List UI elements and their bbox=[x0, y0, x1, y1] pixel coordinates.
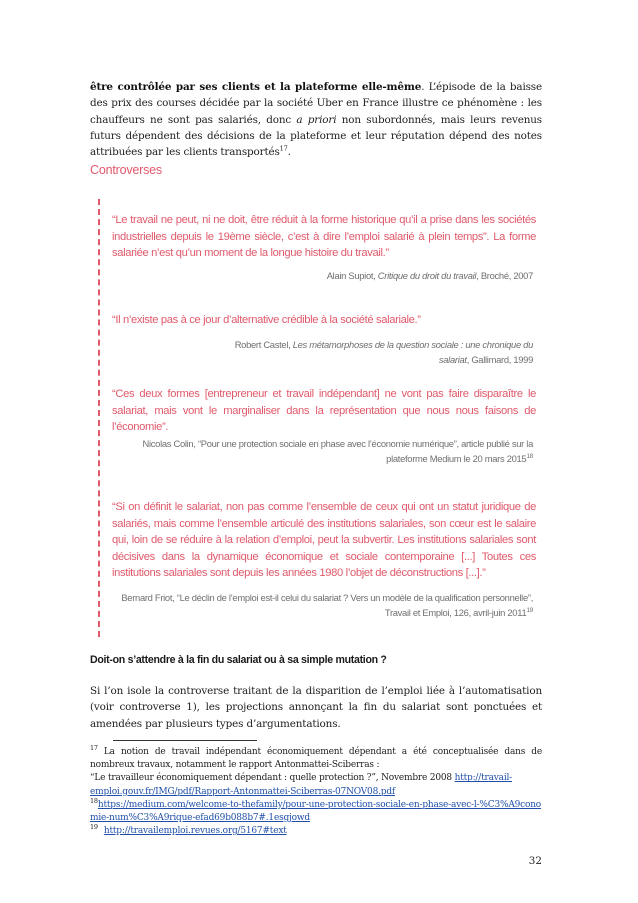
footnote-number: 18 bbox=[90, 796, 98, 805]
intro-italic: a priori bbox=[296, 113, 337, 126]
citation-author: Nicolas Colin, bbox=[142, 438, 198, 449]
page-number: 32 bbox=[528, 855, 542, 867]
citation-author: Bernard Friot, bbox=[121, 592, 177, 603]
citation-supiot bbox=[327, 268, 533, 283]
footnote-link-19[interactable]: http://travailemploi.revues.org/5167#text bbox=[103, 826, 287, 837]
footnote-number: 19 bbox=[90, 823, 98, 832]
intro-end: . bbox=[287, 146, 291, 159]
footnote-19 bbox=[90, 825, 542, 838]
citation-rest: , Broché, 2007 bbox=[476, 270, 533, 281]
footnote-text: “Le travailleur économiquement dépendant : quelle protection ?”, Novembre 2008 bbox=[90, 773, 455, 784]
intro-bold-lead: être contrôlée par ses clients et la plateforme elle-même bbox=[90, 81, 422, 93]
citation-work: Critique du droit du travail bbox=[377, 270, 477, 281]
quote-castel: “Il n’existe pas à ce jour d’alternative crédible à la société salariale.” bbox=[112, 314, 421, 326]
intro-paragraph bbox=[90, 79, 542, 160]
citation-author: Alain Supiot, bbox=[326, 270, 378, 281]
body-paragraph: Si l’on isole la controverse traitant de la disparition de l’emploi liée à l’automatisation (voir controverse 1), les projections annonçant la fin du salariat sont ponctuées et amendées par plusieurs types d’argumentations. bbox=[90, 685, 542, 730]
citation-rest: “Le déclin de l’emploi est-il celui du salariat ? Vers un modèle de la qualification personnelle”, Travail et Emploi, 126, avril-juin 2011 bbox=[176, 592, 533, 619]
subheading: Doit-on s’attendre à la fin du salariat ou à sa simple mutation ? bbox=[90, 654, 387, 666]
footnote-ref-17[interactable]: 17 bbox=[279, 144, 288, 153]
footnote-number: 17 bbox=[90, 744, 98, 752]
quote-supiot: “Le travail ne peut, ni ne doit, être réduit à la forme historique qu’il a prise dans les sociétés industrielles depuis le 19ème siècle, c’est à dire l’emploi salarié à plein temps”. La forme salariée n’est qu’un moment de la longue histoire du travail.” bbox=[112, 214, 536, 260]
footnote-link-18[interactable]: https://medium.com/welcome-to-thefamily/pour-une-protection-sociale-en-phase-avec-l-%C3%A9conomie-num%C3%A9rique-efad69b088b7#.1esgjowd bbox=[90, 799, 542, 824]
footnote-18 bbox=[90, 796, 542, 825]
footnote-link-17[interactable]: http://travail-emploi.gouv.fr/IMG/pdf/Rapport-Antonmattei-Sciberras-07NOV08.pdf bbox=[90, 773, 513, 797]
quote-friot: “Si on définit le salariat, non pas comme l’ensemble de ceux qui ont un statut juridique de salariés, mais comme l’ensemble articulé des institutions salariales, son cœur est le salaire qui, loin de se réduire à la relation d’emploi, peut la subvertir. Les institutions salariales sont décisives dans la dynamique économique et sociale contemporaine [...] Toutes ces institutions salariales sont depuis les années 1980 l’objet de déconstructions [...].” bbox=[112, 501, 536, 580]
intro-text: . L’épisode de la baisse des prix des courses décidée par la société Uber en France illustre ce phénomène : les chauffeurs ne sont pas salariés, donc bbox=[90, 81, 542, 126]
quote-colin: “Ces deux formes [entrepreneur et travail indépendant] ne vont pas faire disparaître le salariat, mais vont le marginaliser dans la représentation que nous nous faisons de l’économie”. bbox=[112, 388, 536, 434]
citation-rest: “Pour une protection sociale en phase avec l’économie numérique”, article publié sur la plateforme Medium le 20 mars 2015 bbox=[197, 438, 533, 465]
citation-rest: , Gallimard, 1999 bbox=[466, 354, 533, 366]
citation-work: Les métamorphoses de la question sociale : une chronique du salariat bbox=[292, 339, 533, 366]
citation-colin bbox=[133, 436, 533, 467]
section-heading: Controverses bbox=[90, 163, 162, 177]
citation-author: Robert Castel, bbox=[234, 339, 293, 350]
footnote-ref-18[interactable]: 18 bbox=[526, 453, 533, 461]
footnote-17-cont bbox=[90, 772, 542, 798]
footnote-divider bbox=[113, 740, 257, 741]
footnote-17 bbox=[90, 746, 542, 772]
footnotes bbox=[90, 746, 542, 838]
intro-text-2: non subordonnés, mais leurs revenus futurs dépendent des décisions de la plateforme et leur réputation dépend des notes attribuées par les clients transportés bbox=[90, 113, 542, 159]
footnote-text: La notion de travail indépendant économiquement dépendant a été conceptualisée dans de nombreux travaux, notamment le rapport Antonmattei-Sciberras : bbox=[90, 747, 542, 771]
citation-castel bbox=[233, 337, 533, 368]
footnote-ref-19[interactable]: 19 bbox=[526, 607, 533, 615]
citation-friot bbox=[113, 590, 533, 621]
